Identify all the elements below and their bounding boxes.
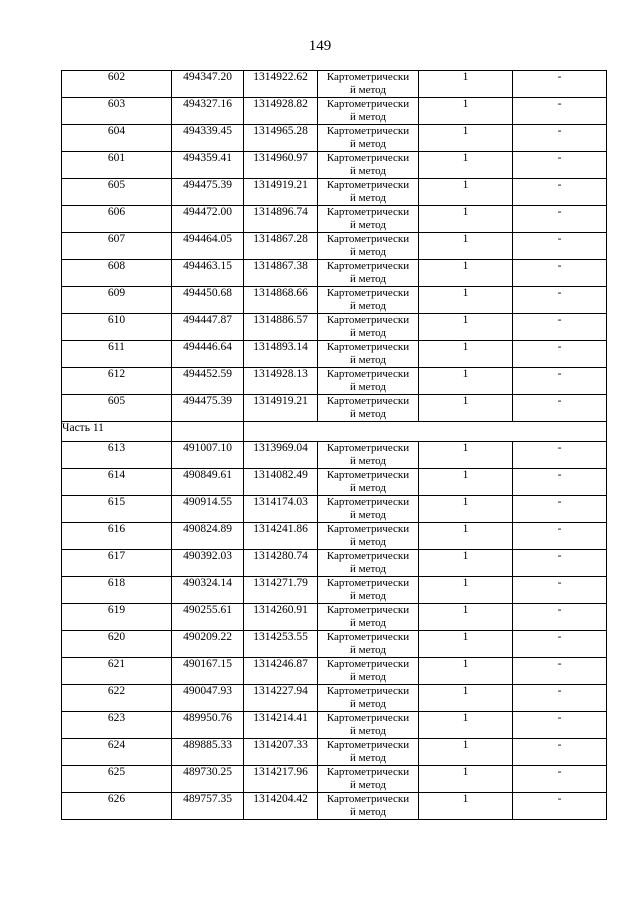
accuracy-value: 1 <box>419 395 513 422</box>
accuracy-value: 1 <box>419 604 513 631</box>
description-value: - <box>513 712 607 739</box>
accuracy-value: 1 <box>419 206 513 233</box>
method-text-line2: й метод <box>350 536 386 548</box>
coordinate-y: 1314253.55 <box>244 631 318 658</box>
part-header-row <box>62 422 607 442</box>
method-text-line1: Картометрически <box>326 739 410 751</box>
coordinate-y: 1313969.04 <box>244 442 318 469</box>
method-cell <box>318 469 419 496</box>
method-text-line1: Картометрически <box>326 125 410 137</box>
coordinate-y: 1314246.87 <box>244 658 318 685</box>
coordinate-x: 489885.33 <box>172 739 244 766</box>
coordinate-y: 1314896.74 <box>244 206 318 233</box>
point-number: 613 <box>62 442 172 469</box>
table-row <box>62 125 607 152</box>
point-number: 618 <box>62 577 172 604</box>
table-row <box>62 712 607 739</box>
method-cell <box>318 395 419 422</box>
table-row <box>62 658 607 685</box>
method-cell <box>318 712 419 739</box>
method-cell <box>318 442 419 469</box>
method-cell <box>318 206 419 233</box>
method-text-line1: Картометрически <box>326 496 410 508</box>
coordinate-y: 1314928.13 <box>244 368 318 395</box>
coordinate-x: 494446.64 <box>172 341 244 368</box>
coordinate-x: 494472.00 <box>172 206 244 233</box>
method-text-line2: й метод <box>350 725 386 737</box>
point-number: 611 <box>62 341 172 368</box>
table-row <box>62 314 607 341</box>
coordinate-x: 490849.61 <box>172 469 244 496</box>
table-row <box>62 523 607 550</box>
point-number: 610 <box>62 314 172 341</box>
accuracy-value: 1 <box>419 98 513 125</box>
description-value: - <box>513 206 607 233</box>
empty-cell <box>244 422 318 442</box>
method-text-line1: Картометрически <box>326 604 410 616</box>
description-value: - <box>513 469 607 496</box>
table-row <box>62 152 607 179</box>
method-cell <box>318 739 419 766</box>
description-value: - <box>513 496 607 523</box>
point-number: 609 <box>62 287 172 314</box>
point-number: 623 <box>62 712 172 739</box>
coordinate-x: 489950.76 <box>172 712 244 739</box>
method-text-line2: й метод <box>350 698 386 710</box>
page-number: 149 <box>308 38 332 54</box>
coordinate-x: 490914.55 <box>172 496 244 523</box>
description-value: - <box>513 577 607 604</box>
point-number: 621 <box>62 658 172 685</box>
coordinate-x: 489757.35 <box>172 793 244 820</box>
description-value: - <box>513 287 607 314</box>
method-text-line1: Картометрически <box>326 766 410 778</box>
method-text-line2: й метод <box>350 219 386 231</box>
method-cell <box>318 766 419 793</box>
method-text-line1: Картометрически <box>326 260 410 272</box>
point-number: 603 <box>62 98 172 125</box>
method-cell <box>318 125 419 152</box>
coordinate-y: 1314241.86 <box>244 523 318 550</box>
point-number: 616 <box>62 523 172 550</box>
coordinate-x: 494359.41 <box>172 152 244 179</box>
method-text-line2: й метод <box>350 752 386 764</box>
method-cell <box>318 631 419 658</box>
description-value: - <box>513 523 607 550</box>
part-label: Часть 11 <box>62 422 172 442</box>
method-text-line2: й метод <box>350 273 386 285</box>
empty-cell <box>513 422 607 442</box>
method-text-line2: й метод <box>350 590 386 602</box>
coordinate-y: 1314960.97 <box>244 152 318 179</box>
coordinate-x: 494347.20 <box>172 71 244 98</box>
table-row <box>62 739 607 766</box>
accuracy-value: 1 <box>419 658 513 685</box>
method-text-line1: Картометрически <box>326 631 410 643</box>
coordinate-x: 494475.39 <box>172 179 244 206</box>
coordinate-x: 494464.05 <box>172 233 244 260</box>
table-row <box>62 287 607 314</box>
method-text-line1: Картометрически <box>326 368 410 380</box>
method-text-line2: й метод <box>350 563 386 575</box>
point-number: 626 <box>62 793 172 820</box>
point-number: 607 <box>62 233 172 260</box>
coordinates-table-body <box>62 71 607 820</box>
point-number: 624 <box>62 739 172 766</box>
coordinate-y: 1314886.57 <box>244 314 318 341</box>
method-cell <box>318 496 419 523</box>
coordinate-y: 1314204.42 <box>244 793 318 820</box>
accuracy-value: 1 <box>419 179 513 206</box>
table-row <box>62 604 607 631</box>
description-value: - <box>513 341 607 368</box>
table-row <box>62 496 607 523</box>
description-value: - <box>513 550 607 577</box>
coordinate-y: 1314271.79 <box>244 577 318 604</box>
table-row <box>62 179 607 206</box>
method-text-line1: Картометрически <box>326 442 410 454</box>
point-number: 615 <box>62 496 172 523</box>
coordinate-x: 494327.16 <box>172 98 244 125</box>
accuracy-value: 1 <box>419 341 513 368</box>
method-cell <box>318 658 419 685</box>
accuracy-value: 1 <box>419 442 513 469</box>
method-cell <box>318 793 419 820</box>
accuracy-value: 1 <box>419 260 513 287</box>
accuracy-value: 1 <box>419 550 513 577</box>
coordinate-y: 1314280.74 <box>244 550 318 577</box>
method-text-line2: й метод <box>350 246 386 258</box>
method-text-line1: Картометрически <box>326 341 410 353</box>
accuracy-value: 1 <box>419 685 513 712</box>
coordinate-x: 494447.87 <box>172 314 244 341</box>
method-text-line1: Картометрически <box>326 152 410 164</box>
coordinate-y: 1314919.21 <box>244 179 318 206</box>
method-text-line2: й метод <box>350 381 386 393</box>
method-cell <box>318 341 419 368</box>
method-cell <box>318 260 419 287</box>
table-row <box>62 442 607 469</box>
method-cell <box>318 523 419 550</box>
method-text-line1: Картометрически <box>326 395 410 407</box>
point-number: 622 <box>62 685 172 712</box>
coordinate-y: 1314893.14 <box>244 341 318 368</box>
coordinate-x: 490392.03 <box>172 550 244 577</box>
description-value: - <box>513 98 607 125</box>
method-cell <box>318 152 419 179</box>
method-cell <box>318 233 419 260</box>
method-text-line2: й метод <box>350 84 386 96</box>
point-number: 612 <box>62 368 172 395</box>
description-value: - <box>513 685 607 712</box>
empty-cell <box>172 422 244 442</box>
accuracy-value: 1 <box>419 496 513 523</box>
method-text-line1: Картометрически <box>326 712 410 724</box>
coordinate-x: 490324.14 <box>172 577 244 604</box>
coordinates-table <box>61 70 607 820</box>
method-text-line1: Картометрически <box>326 314 410 326</box>
coordinate-x: 494339.45 <box>172 125 244 152</box>
coordinate-y: 1314867.38 <box>244 260 318 287</box>
coordinate-y: 1314214.41 <box>244 712 318 739</box>
method-text-line1: Картометрически <box>326 206 410 218</box>
coordinate-y: 1314928.82 <box>244 98 318 125</box>
method-text-line2: й метод <box>350 111 386 123</box>
point-number: 605 <box>62 179 172 206</box>
description-value: - <box>513 179 607 206</box>
description-value: - <box>513 152 607 179</box>
table-row <box>62 469 607 496</box>
accuracy-value: 1 <box>419 368 513 395</box>
description-value: - <box>513 260 607 287</box>
method-cell <box>318 577 419 604</box>
method-text-line2: й метод <box>350 354 386 366</box>
table-row <box>62 395 607 422</box>
point-number: 605 <box>62 395 172 422</box>
accuracy-value: 1 <box>419 712 513 739</box>
description-value: - <box>513 604 607 631</box>
accuracy-value: 1 <box>419 314 513 341</box>
description-value: - <box>513 71 607 98</box>
coordinate-x: 490824.89 <box>172 523 244 550</box>
method-cell <box>318 287 419 314</box>
method-cell <box>318 604 419 631</box>
coordinate-y: 1314868.66 <box>244 287 318 314</box>
method-cell <box>318 314 419 341</box>
method-text-line2: й метод <box>350 300 386 312</box>
description-value: - <box>513 442 607 469</box>
method-text-line1: Картометрически <box>326 577 410 589</box>
method-text-line1: Картометрически <box>326 685 410 697</box>
description-value: - <box>513 739 607 766</box>
method-text-line2: й метод <box>350 617 386 629</box>
method-cell <box>318 550 419 577</box>
coordinate-y: 1314919.21 <box>244 395 318 422</box>
accuracy-value: 1 <box>419 71 513 98</box>
description-value: - <box>513 314 607 341</box>
method-text-line1: Картометрически <box>326 287 410 299</box>
table-row <box>62 766 607 793</box>
point-number: 604 <box>62 125 172 152</box>
description-value: - <box>513 368 607 395</box>
table-row <box>62 368 607 395</box>
coordinate-x: 491007.10 <box>172 442 244 469</box>
point-number: 601 <box>62 152 172 179</box>
coordinate-x: 490167.15 <box>172 658 244 685</box>
point-number: 614 <box>62 469 172 496</box>
coordinate-x: 494450.68 <box>172 287 244 314</box>
description-value: - <box>513 658 607 685</box>
coordinate-x: 490255.61 <box>172 604 244 631</box>
description-value: - <box>513 766 607 793</box>
method-text-line2: й метод <box>350 327 386 339</box>
table-row <box>62 71 607 98</box>
coordinate-y: 1314867.28 <box>244 233 318 260</box>
method-text-line1: Картометрически <box>326 523 410 535</box>
method-cell <box>318 368 419 395</box>
method-text-line1: Картометрически <box>326 179 410 191</box>
coordinate-x: 490047.93 <box>172 685 244 712</box>
description-value: - <box>513 793 607 820</box>
point-number: 625 <box>62 766 172 793</box>
method-text-line1: Картометрически <box>326 469 410 481</box>
accuracy-value: 1 <box>419 631 513 658</box>
coordinate-y: 1314174.03 <box>244 496 318 523</box>
table-row <box>62 550 607 577</box>
accuracy-value: 1 <box>419 233 513 260</box>
accuracy-value: 1 <box>419 469 513 496</box>
method-cell <box>318 179 419 206</box>
method-text-line2: й метод <box>350 165 386 177</box>
method-cell <box>318 685 419 712</box>
method-text-line2: й метод <box>350 806 386 818</box>
accuracy-value: 1 <box>419 739 513 766</box>
method-text-line2: й метод <box>350 455 386 467</box>
coordinate-y: 1314207.33 <box>244 739 318 766</box>
point-number: 617 <box>62 550 172 577</box>
method-text-line2: й метод <box>350 779 386 791</box>
coordinate-x: 494452.59 <box>172 368 244 395</box>
coordinate-x: 494475.39 <box>172 395 244 422</box>
method-text-line1: Картометрически <box>326 71 410 83</box>
coordinate-x: 489730.25 <box>172 766 244 793</box>
description-value: - <box>513 125 607 152</box>
table-row <box>62 793 607 820</box>
point-number: 606 <box>62 206 172 233</box>
coordinate-y: 1314922.62 <box>244 71 318 98</box>
empty-cell <box>318 422 419 442</box>
table-row <box>62 577 607 604</box>
empty-cell <box>419 422 513 442</box>
point-number: 608 <box>62 260 172 287</box>
method-text-line2: й метод <box>350 192 386 204</box>
method-text-line2: й метод <box>350 509 386 521</box>
accuracy-value: 1 <box>419 577 513 604</box>
accuracy-value: 1 <box>419 523 513 550</box>
description-value: - <box>513 631 607 658</box>
accuracy-value: 1 <box>419 287 513 314</box>
method-text-line2: й метод <box>350 408 386 420</box>
table-row <box>62 341 607 368</box>
accuracy-value: 1 <box>419 793 513 820</box>
table-row <box>62 233 607 260</box>
table-row <box>62 98 607 125</box>
accuracy-value: 1 <box>419 766 513 793</box>
method-text-line2: й метод <box>350 644 386 656</box>
method-text-line1: Картометрически <box>326 233 410 245</box>
point-number: 602 <box>62 71 172 98</box>
coordinate-y: 1314227.94 <box>244 685 318 712</box>
coordinate-x: 490209.22 <box>172 631 244 658</box>
method-text-line1: Картометрически <box>326 98 410 110</box>
table-row <box>62 260 607 287</box>
description-value: - <box>513 233 607 260</box>
coordinate-y: 1314965.28 <box>244 125 318 152</box>
accuracy-value: 1 <box>419 125 513 152</box>
method-cell <box>318 98 419 125</box>
coordinate-y: 1314260.91 <box>244 604 318 631</box>
description-value: - <box>513 395 607 422</box>
point-number: 619 <box>62 604 172 631</box>
method-text-line2: й метод <box>350 482 386 494</box>
coordinate-x: 494463.15 <box>172 260 244 287</box>
coordinate-y: 1314217.96 <box>244 766 318 793</box>
coordinate-y: 1314082.49 <box>244 469 318 496</box>
method-text-line2: й метод <box>350 138 386 150</box>
table-row <box>62 685 607 712</box>
table-row <box>62 631 607 658</box>
point-number: 620 <box>62 631 172 658</box>
accuracy-value: 1 <box>419 152 513 179</box>
method-text-line1: Картометрически <box>326 658 410 670</box>
method-text-line1: Картометрически <box>326 550 410 562</box>
method-cell <box>318 71 419 98</box>
method-text-line1: Картометрически <box>326 793 410 805</box>
table-row <box>62 206 607 233</box>
method-text-line2: й метод <box>350 671 386 683</box>
